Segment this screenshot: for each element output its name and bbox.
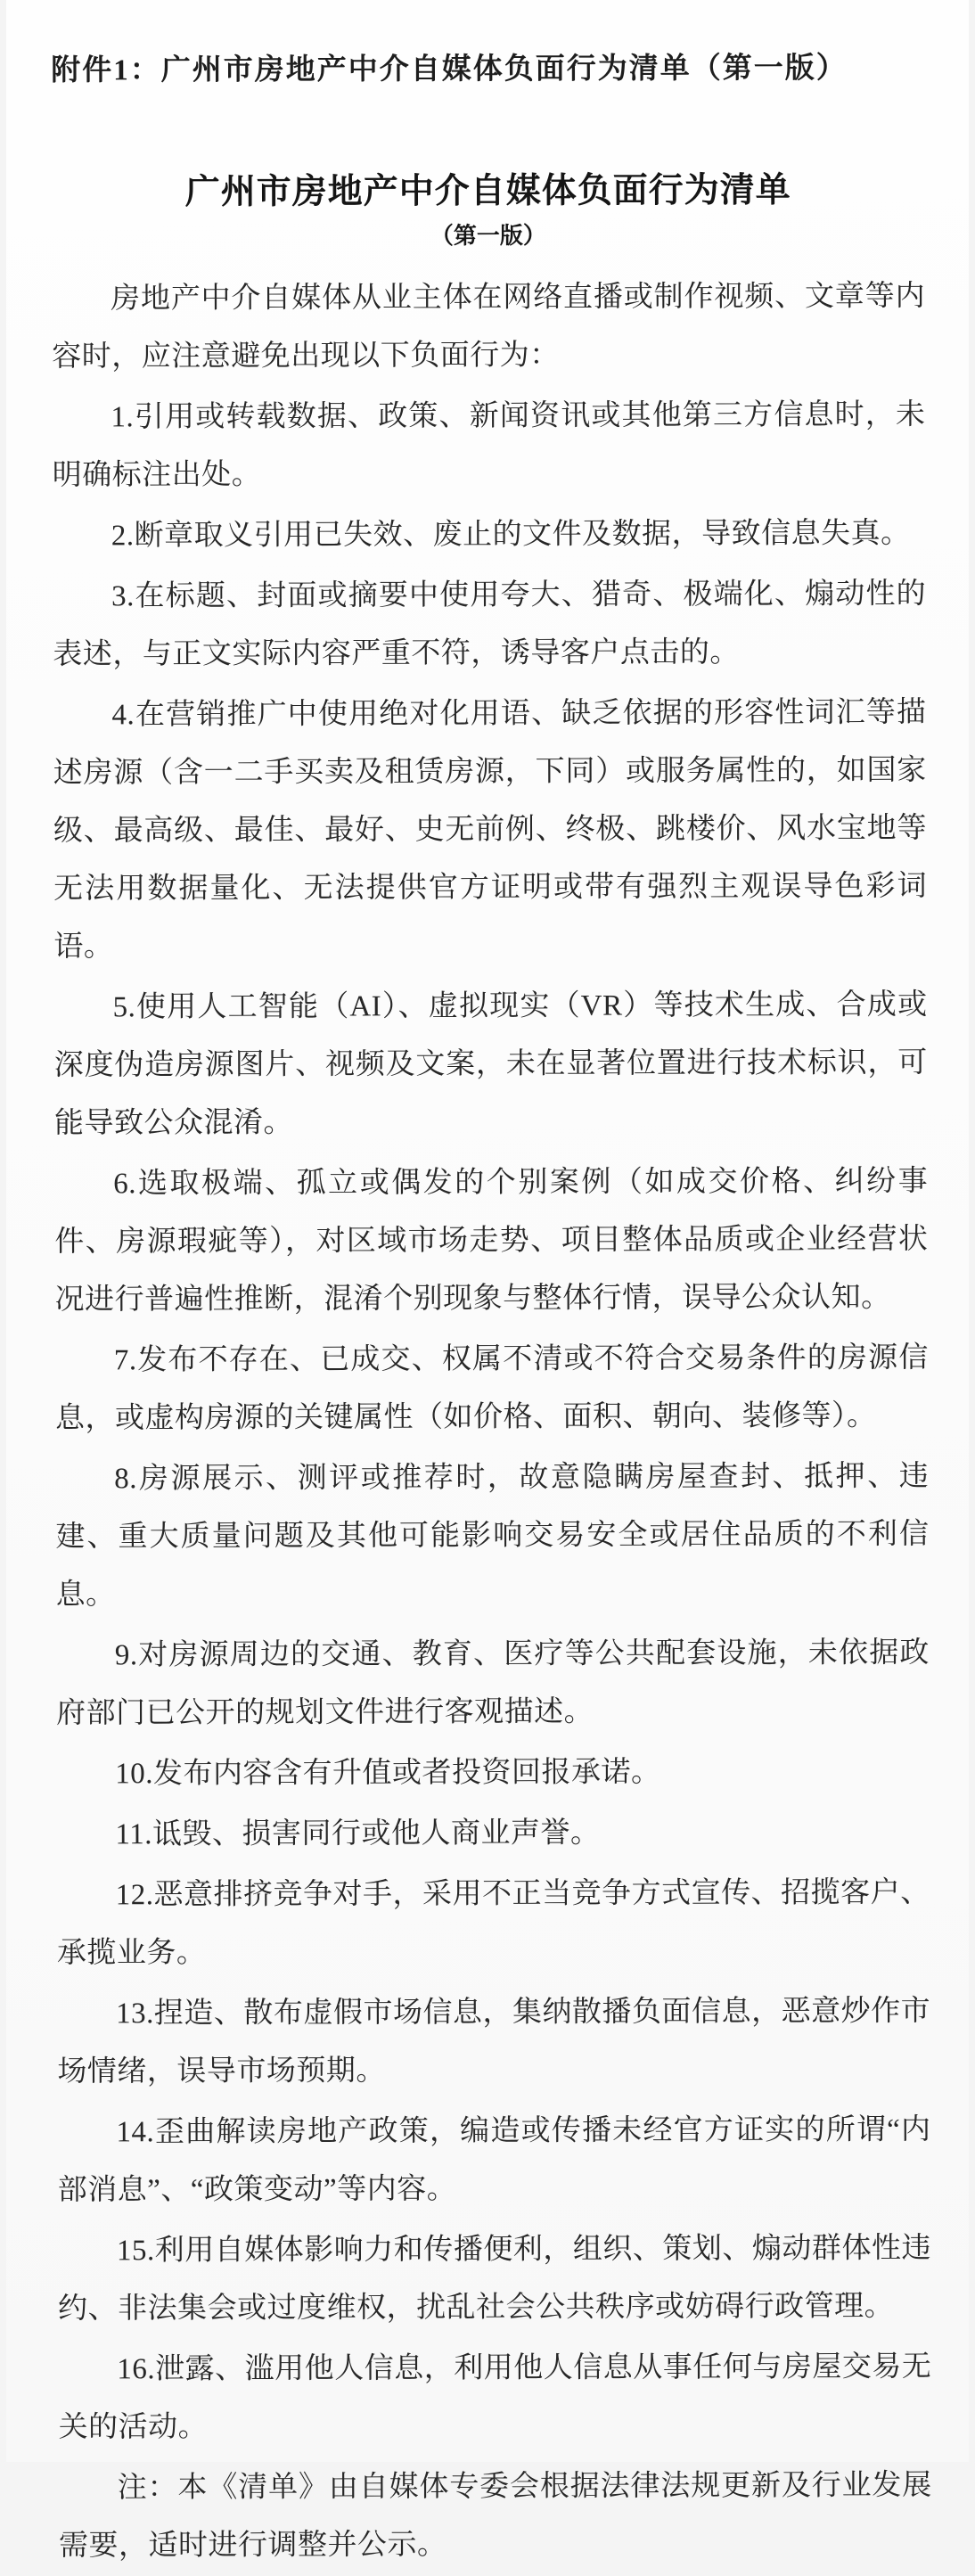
document-page [6,0,969,2563]
list-item: 9.对房源周边的交通、教育、医疗等公共配套设施，未依据政府部门已公开的规划文件进行客观描述。 [55,1637,930,1730]
list-item: 1.引用或转载数据、政策、新闻资讯或其他第三方信息时，未明确标注出处。 [52,398,926,492]
list-item: 3.在标题、封面或摘要中使用夸大、猎奇、极端化、煽动性的表述，与正文实际内容严重不符，诱导客户点击的。 [53,578,927,671]
list-item: 6.选取极端、孤立或偶发的个别案例（如成交价格、纠纷事件、房源瑕疵等），对区域市场走势、项目整体品质或企业经营状况进行普遍性推断，混淆个别现象与整体行情，误导公众认知。 [54,1165,929,1317]
document-title: 广州市房地产中介自媒体负面行为清单 [184,170,791,212]
note-paragraph: 注：本《清单》由自媒体专委会根据法律法规更新及行业发展需要，适时进行调整并公示。 [58,2469,932,2563]
attachment-header: 附件1：广州市房地产中介自媒体负面行为清单（第一版） [51,52,848,87]
list-item: 10.发布内容含有升值或者投资回报承诺。 [115,1756,661,1791]
behavior-list [52,386,931,2457]
list-item: 5.使用人工智能（AI）、虚拟现实（VR）等技术生成、合成或深度伪造房源图片、视频及文案，未在显著位置进行技术标识，可能导致公众混淆。 [53,989,928,1140]
document-content [6,0,975,2576]
list-item: 2.断章取义引用已失效、废止的文件及数据，导致信息失真。 [111,517,911,553]
list-item: 12.恶意排挤竞争对手，采用不正当竞争方式宣传、招揽客户、承揽业务。 [56,1876,930,1970]
document-subtitle: （第一版） [430,221,546,250]
list-item: 14.歪曲解读房地产政策，编造或传播未经官方证实的所谓“内部消息”、“政策变动”等内容。 [57,2113,931,2207]
list-item: 4.在营销推广中使用绝对化用语、缺乏依据的形容性词汇等描述房源（含一二手买卖及租赁房源，下同）或服务属性的，如国家级、最高级、最佳、最好、史无前例、终极、跳楼价、风水宝地等无法用数据量化、无法提供官方证明或带有强烈主观误导色彩词语。 [53,696,928,964]
list-item: 11.诋毁、损害同行或他人商业声誉。 [115,1817,601,1851]
list-item: 13.捏造、散布虚假市场信息，集纳散播负面信息，恶意炒作市场情绪，误导市场预期。 [57,1995,931,2088]
list-item: 16.泄露、滥用他人信息，利用他人信息从事任何与房屋交易无关的活动。 [58,2350,932,2444]
list-item: 15.利用自媒体影响力和传播便利，组织、策划、煽动群体性违约、非法集会或过度维权，扰乱社会公共秩序或妨碍行政管理。 [58,2232,931,2326]
list-item: 7.发布不存在、已成交、权属不清或不符合交易条件的房源信息，或虚构房源的关键属性（如价格、面积、朝向、装修等）。 [54,1341,929,1435]
intro-paragraph: 房地产中介自媒体从业主体在网络直播或制作视频、文章等内容时，应注意避免出现以下负面行为： [52,280,926,373]
document-body [52,267,932,2575]
list-item: 8.房源展示、测评或推荐时，故意隐瞒房屋查封、抵押、违建、重大质量问题及其他可能影响交易安全或居住品质的不利信息。 [55,1460,930,1612]
